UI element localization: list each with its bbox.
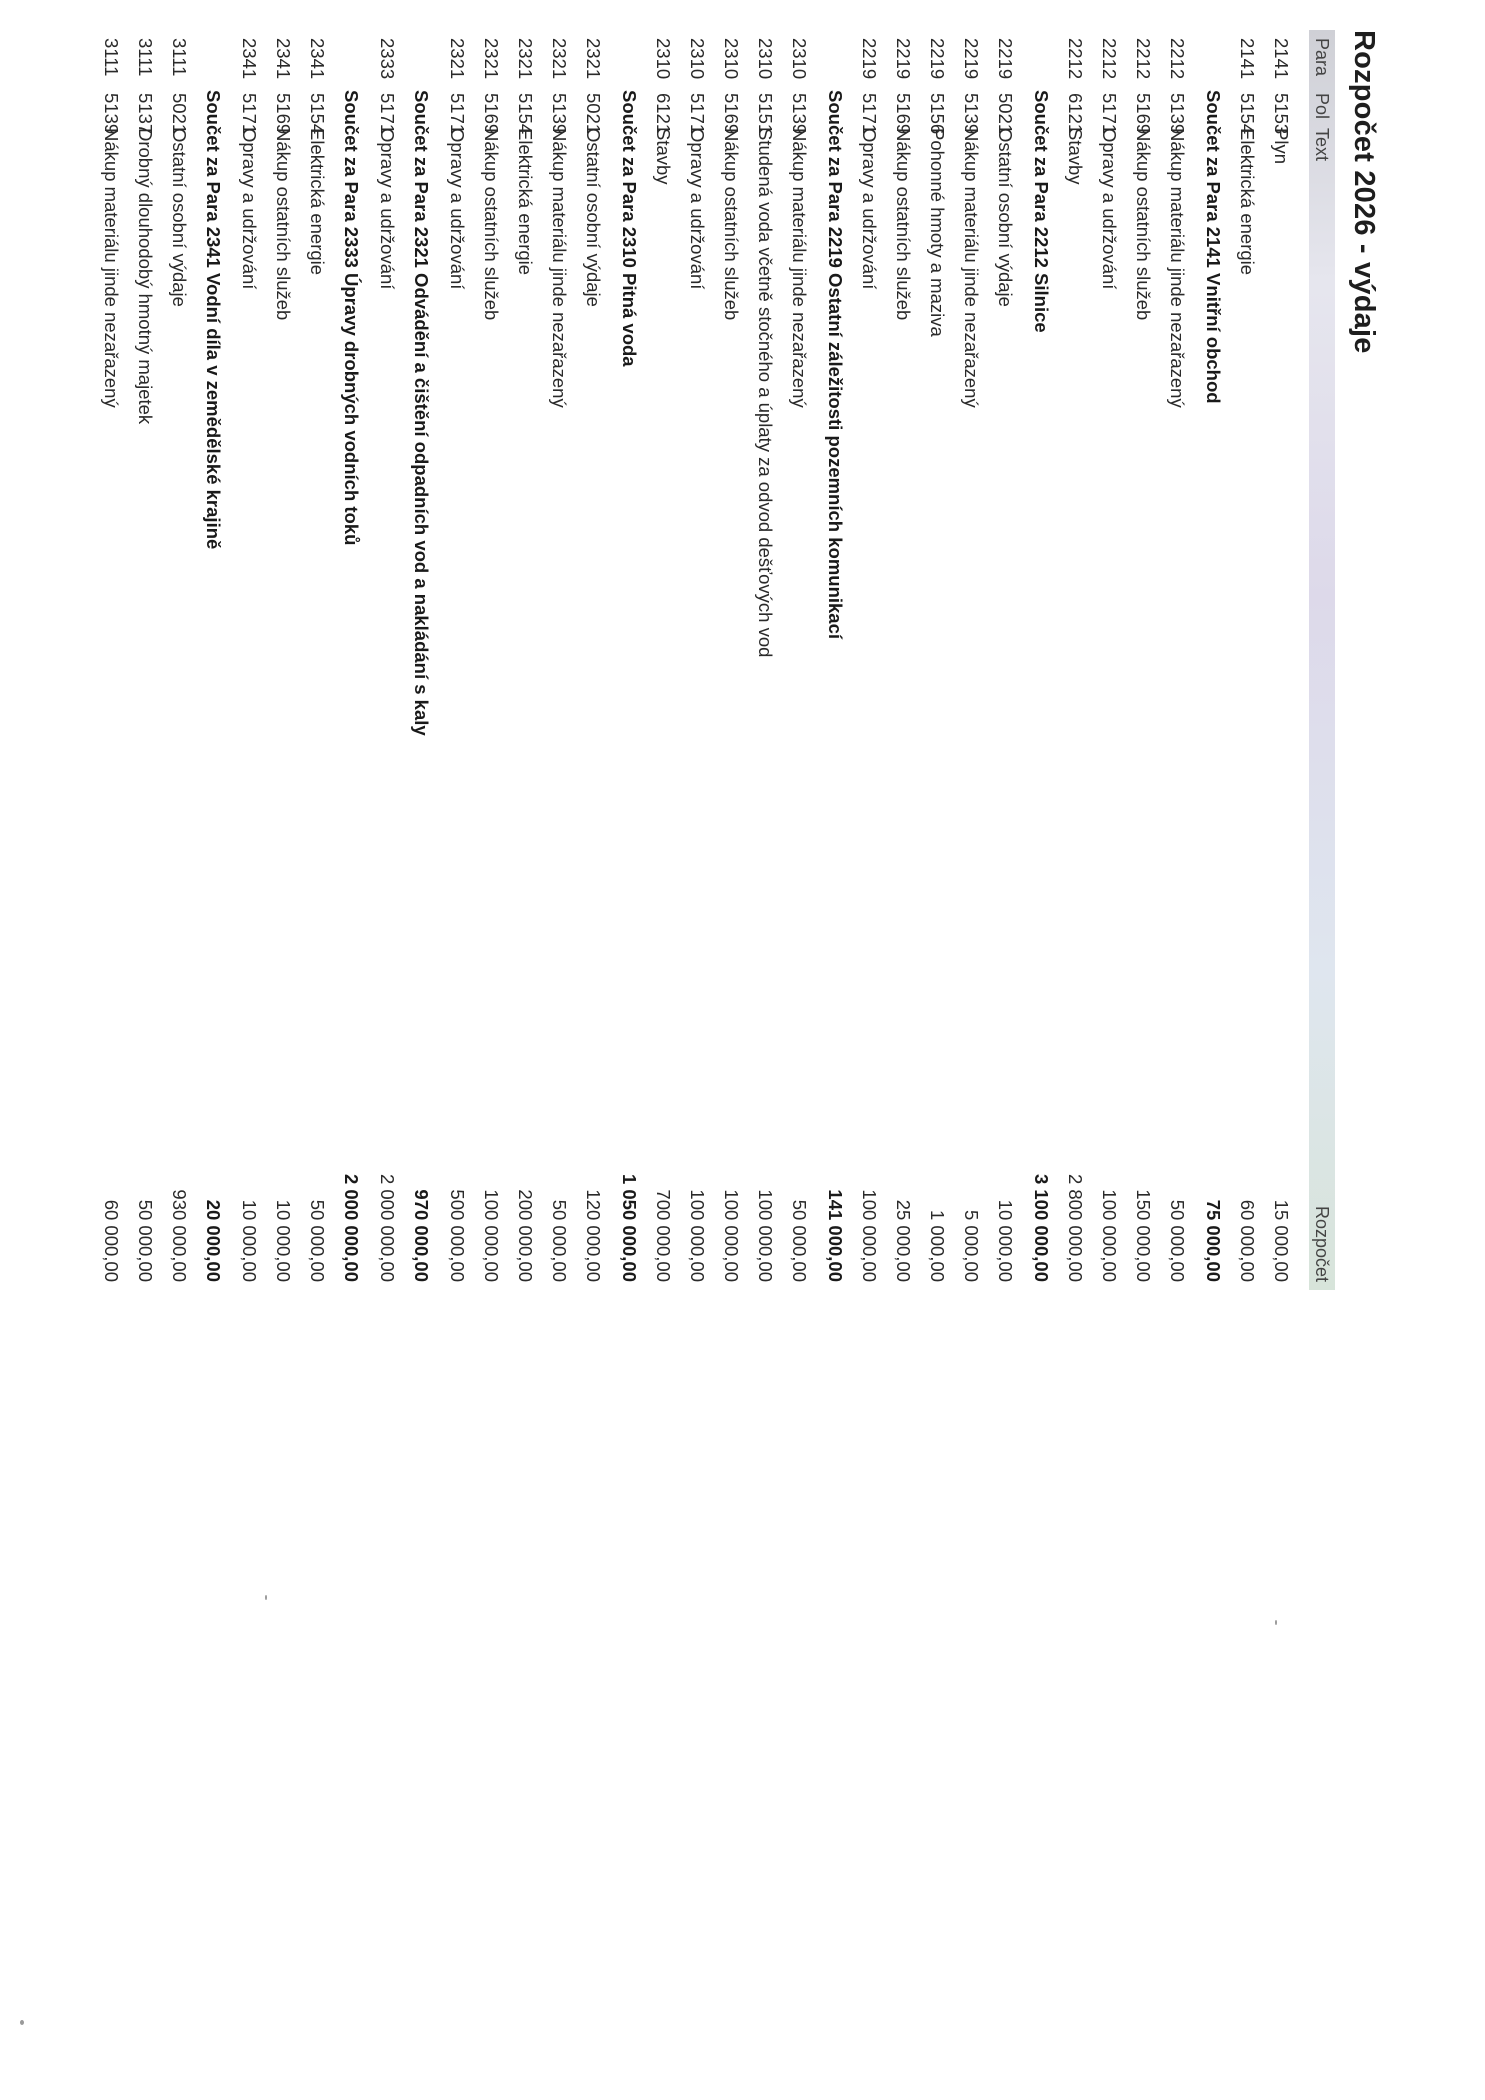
pol-cell: 5154 (307, 93, 328, 135)
scan-speck (265, 1595, 267, 1600)
pol-cell: 5171 (377, 93, 398, 135)
amount-cell: 10 000,00 (239, 1199, 260, 1282)
text-cell: Nákup materiálu jinde nezařazený (961, 128, 982, 408)
text-cell: Stavby (1065, 128, 1086, 185)
para-cell: 2321 (447, 38, 468, 80)
amount-cell: 10 000,00 (995, 1199, 1016, 1282)
para-cell: 2219 (927, 38, 948, 80)
para-cell: 2321 (549, 38, 570, 80)
amount-cell: 120 000,00 (583, 1189, 604, 1282)
amount-cell: 200 000,00 (515, 1189, 536, 1282)
column-header-rozpocet: Rozpočet (1312, 1205, 1332, 1282)
amount-cell: 100 000,00 (687, 1189, 708, 1282)
table-row (1264, 30, 1298, 1290)
table-row (128, 30, 162, 1290)
amount-cell: 60 000,00 (1237, 1199, 1258, 1282)
amount-cell: 100 000,00 (1099, 1189, 1120, 1282)
pol-cell: 5151 (755, 93, 776, 135)
amount-cell: 25 000,00 (893, 1199, 914, 1282)
amount-cell: 10 000,00 (273, 1199, 294, 1282)
text-cell: Opravy a udržování (859, 128, 880, 290)
subtotal-label: Součet za Para 2333 Úpravy drobných vodních toků (341, 90, 362, 546)
pol-cell: 5169 (481, 93, 502, 135)
text-cell: Studená voda včetně stočného a úplaty za odvod dešťových vod (755, 128, 776, 658)
text-cell: Nákup materiálu jinde nezařazený (101, 128, 122, 408)
subtotal-amount: 970 000,00 (411, 1189, 432, 1282)
table-row (920, 30, 954, 1290)
para-cell: 2341 (307, 38, 328, 80)
pol-cell: 5171 (1099, 93, 1120, 135)
amount-cell: 5 000,00 (961, 1209, 982, 1282)
para-cell: 2219 (995, 38, 1016, 80)
subtotal-row (1196, 30, 1230, 1290)
amount-cell: 50 000,00 (789, 1199, 810, 1282)
text-cell: Nákup materiálu jinde nezařazený (1167, 128, 1188, 408)
para-cell: 2219 (961, 38, 982, 80)
pol-cell: 5021 (169, 93, 190, 135)
para-cell: 2310 (687, 38, 708, 80)
text-cell: Opravy a udržování (687, 128, 708, 290)
para-cell: 2212 (1099, 38, 1120, 80)
amount-cell: 1 000,00 (927, 1209, 948, 1282)
amount-cell: 500 000,00 (447, 1189, 468, 1282)
text-cell: Elektrická energie (515, 128, 536, 276)
subtotal-label: Součet za Para 2212 Silnice (1031, 90, 1052, 333)
column-header-text: Text (1312, 128, 1332, 162)
text-cell: Ostatní osobní výdaje (583, 128, 604, 307)
table-row (1126, 30, 1160, 1290)
pol-cell: 5169 (1133, 93, 1154, 135)
pol-cell: 5139 (101, 93, 122, 135)
amount-cell: 50 000,00 (1167, 1199, 1188, 1282)
table-row (852, 30, 886, 1290)
amount-cell: 2 800 000,00 (1065, 1173, 1086, 1282)
pol-cell: 5139 (549, 93, 570, 135)
subtotal-label: Součet za Para 2141 Vnitřní obchod (1203, 90, 1224, 404)
subtotal-row (196, 30, 230, 1290)
subtotal-amount: 75 000,00 (1203, 1199, 1224, 1282)
para-cell: 2321 (583, 38, 604, 80)
text-cell: Opravy a udržování (377, 128, 398, 290)
pol-cell: 5171 (859, 93, 880, 135)
amount-cell: 100 000,00 (755, 1189, 776, 1282)
text-cell: Stavby (653, 128, 674, 185)
text-cell: Opravy a udržování (447, 128, 468, 290)
pol-cell: 5153 (1271, 93, 1292, 135)
pol-cell: 5171 (687, 93, 708, 135)
text-cell: Elektrická energie (307, 128, 328, 276)
amount-cell: 150 000,00 (1133, 1189, 1154, 1282)
para-cell: 2212 (1065, 38, 1086, 80)
column-header-para: Para (1312, 38, 1332, 77)
text-cell: Opravy a udržování (1099, 128, 1120, 290)
table-row (94, 30, 128, 1290)
text-cell: Nákup ostatních služeb (481, 128, 502, 321)
table-row (1058, 30, 1092, 1290)
pol-cell: 5139 (1167, 93, 1188, 135)
table-row (266, 30, 300, 1290)
text-cell: Nákup ostatních služeb (721, 128, 742, 321)
para-cell: 2321 (481, 38, 502, 80)
para-cell: 2341 (273, 38, 294, 80)
subtotal-amount: 2 000 000,00 (341, 1173, 362, 1282)
text-cell: Plyn (1271, 128, 1292, 164)
table-row (576, 30, 610, 1290)
para-cell: 2219 (859, 38, 880, 80)
table-row (714, 30, 748, 1290)
para-cell: 2212 (1167, 38, 1188, 80)
table-row (162, 30, 196, 1290)
amount-cell: 50 000,00 (307, 1199, 328, 1282)
pol-cell: 5171 (239, 93, 260, 135)
column-header-pol: Pol (1312, 93, 1332, 120)
text-cell: Nákup materiálu jinde nezařazený (789, 128, 810, 408)
pol-cell: 5139 (789, 93, 810, 135)
amount-cell: 100 000,00 (721, 1189, 742, 1282)
table-row (300, 30, 334, 1290)
pol-cell: 5169 (721, 93, 742, 135)
para-cell: 2310 (653, 38, 674, 80)
para-cell: 2141 (1237, 38, 1258, 80)
subtotal-amount: 141 000,00 (825, 1189, 846, 1282)
table-row (954, 30, 988, 1290)
text-cell: Nákup materiálu jinde nezařazený (549, 128, 570, 408)
table-row (680, 30, 714, 1290)
subtotal-label: Součet za Para 2341 Vodní díla v zemědělské krajině (203, 90, 224, 550)
subtotal-row (404, 30, 438, 1290)
pol-cell: 5154 (515, 93, 536, 135)
pol-cell: 5021 (583, 93, 604, 135)
pol-cell: 5137 (135, 93, 156, 135)
subtotal-row (1024, 30, 1058, 1290)
text-cell: Nákup ostatních služeb (273, 128, 294, 321)
subtotal-amount: 20 000,00 (203, 1199, 224, 1282)
text-cell: Ostatní osobní výdaje (995, 128, 1016, 307)
table-row (542, 30, 576, 1290)
table-row (1230, 30, 1264, 1290)
text-cell: Ostatní osobní výdaje (169, 128, 190, 307)
para-cell: 2333 (377, 38, 398, 80)
table-row (886, 30, 920, 1290)
amount-cell: 100 000,00 (859, 1189, 880, 1282)
para-cell: 2341 (239, 38, 260, 80)
para-cell: 2321 (515, 38, 536, 80)
para-cell: 3111 (101, 38, 122, 77)
table-row (370, 30, 404, 1290)
table-row (440, 30, 474, 1290)
text-cell: Drobný dlouhodobý hmotný majetek (135, 128, 156, 425)
amount-cell: 2 000 000,00 (377, 1173, 398, 1282)
scan-speck (1275, 1620, 1277, 1625)
subtotal-label: Součet za Para 2219 Ostatní záležitosti pozemních komunikací (825, 90, 846, 640)
amount-cell: 15 000,00 (1271, 1199, 1292, 1282)
subtotal-label: Součet za Para 2310 Pitná voda (619, 90, 640, 367)
table-row (232, 30, 266, 1290)
pol-cell: 5154 (1237, 93, 1258, 135)
pol-cell: 6121 (1065, 93, 1086, 135)
pol-cell: 5021 (995, 93, 1016, 135)
amount-cell: 60 000,00 (101, 1199, 122, 1282)
para-cell: 3111 (135, 38, 156, 77)
para-cell: 2219 (893, 38, 914, 80)
table-header (1309, 30, 1335, 1290)
para-cell: 2141 (1271, 38, 1292, 80)
table-row (474, 30, 508, 1290)
pol-cell: 5156 (927, 93, 948, 135)
text-cell: Nákup ostatních služeb (893, 128, 914, 321)
subtotal-row (334, 30, 368, 1290)
text-cell: Elektrická energie (1237, 128, 1258, 276)
table-row (1092, 30, 1126, 1290)
amount-cell: 50 000,00 (549, 1199, 570, 1282)
para-cell: 2310 (789, 38, 810, 80)
budget-sheet (30, 30, 1380, 1290)
scan-speck (20, 2020, 24, 2025)
subtotal-amount: 3 100 000,00 (1031, 1173, 1052, 1282)
pol-cell: 5139 (961, 93, 982, 135)
subtotal-row (612, 30, 646, 1290)
pol-cell: 5169 (893, 93, 914, 135)
pol-cell: 5169 (273, 93, 294, 135)
subtotal-amount: 1 050 000,00 (619, 1173, 640, 1282)
subtotal-label: Součet za Para 2321 Odvádění a čištění odpadních vod a nakládání s kaly (411, 90, 432, 736)
text-cell: Opravy a udržování (239, 128, 260, 290)
table-row (748, 30, 782, 1290)
page-title: Rozpočet 2026 - výdaje (1348, 30, 1380, 354)
text-cell: Pohonné hmoty a maziva (927, 128, 948, 337)
table-row (1160, 30, 1194, 1290)
amount-cell: 930 000,00 (169, 1189, 190, 1282)
subtotal-row (818, 30, 852, 1290)
amount-cell: 100 000,00 (481, 1189, 502, 1282)
pol-cell: 6121 (653, 93, 674, 135)
para-cell: 2212 (1133, 38, 1154, 80)
pol-cell: 5171 (447, 93, 468, 135)
table-row (508, 30, 542, 1290)
para-cell: 3111 (169, 38, 190, 77)
para-cell: 2310 (755, 38, 776, 80)
table-row (988, 30, 1022, 1290)
para-cell: 2310 (721, 38, 742, 80)
amount-cell: 50 000,00 (135, 1199, 156, 1282)
table-row (782, 30, 816, 1290)
table-row (646, 30, 680, 1290)
text-cell: Nákup ostatních služeb (1133, 128, 1154, 321)
amount-cell: 700 000,00 (653, 1189, 674, 1282)
